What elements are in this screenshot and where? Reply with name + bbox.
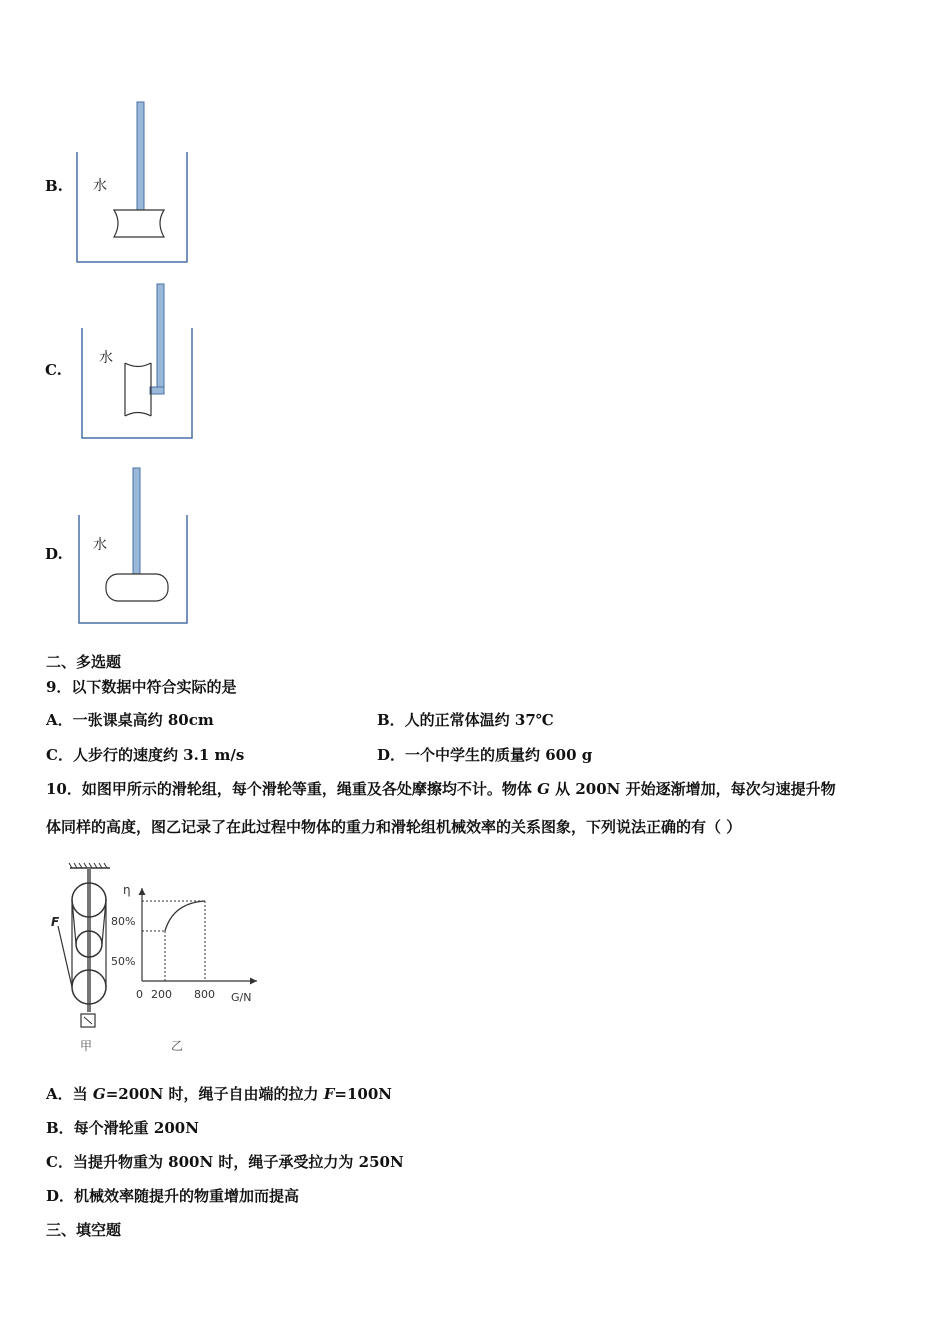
q10-option-b: B．每个滑轮重 200N (46, 1119, 199, 1137)
figure-b (70, 95, 200, 267)
water-label-c: 水 (99, 350, 113, 366)
free-rope (58, 926, 72, 987)
spool-b (114, 210, 164, 237)
figure-c (75, 280, 200, 445)
q9-option-c: C．人步行的速度约 3.1 m/s (46, 746, 245, 764)
option-c-label: C. (45, 361, 62, 379)
force-label-f: F (51, 915, 60, 929)
q10-option-a-mid: =200N 时，绳子自由端的拉力 (105, 1085, 324, 1103)
q9-stem: 9．以下数据中符合实际的是 (46, 678, 237, 696)
water-label-d: 水 (93, 537, 107, 553)
y-tick-80: 80% (111, 915, 136, 928)
spool-d (106, 574, 168, 601)
caption-jia: 甲 (80, 1039, 93, 1053)
container-c (82, 328, 192, 438)
rod-d (133, 468, 140, 576)
caption-yi: 乙 (171, 1039, 184, 1053)
x-tick-800: 800 (194, 988, 215, 1001)
option-d-label: D. (45, 545, 63, 563)
y-axis-label: η (123, 883, 131, 897)
efficiency-curve (165, 901, 205, 931)
section-fill-blank: 三、填空题 (46, 1221, 122, 1239)
q10-option-a (46, 1084, 392, 1104)
x-tick-200: 200 (151, 988, 172, 1001)
section-multi-choice: 二、多选题 (46, 653, 122, 671)
q10-option-a-var-f: F (323, 1085, 335, 1103)
rod-b (137, 102, 144, 212)
figure-yi-chart (105, 880, 265, 1055)
q10-option-a-var-g: G (92, 1085, 106, 1103)
water-label-b: 水 (93, 178, 107, 194)
q10-stem-line2: 体同样的高度，图乙记录了在此过程中物体的重力和滑轮组机械效率的关系图象，下列说法正确的有（ ） (46, 818, 742, 836)
q10-option-d: D．机械效率随提升的物重增加而提高 (46, 1187, 300, 1205)
q10-option-c: C．当提升物重为 800N 时，绳子承受拉力为 250N (46, 1153, 404, 1171)
q9-option-a: A．一张课桌高约 80cm (46, 711, 214, 729)
container-b (77, 152, 187, 262)
y-tick-50: 50% (111, 955, 136, 968)
q9-option-b: B．人的正常体温约 37℃ (377, 711, 554, 729)
q10-option-a-suffix: =100N (334, 1085, 392, 1103)
figure-d (72, 462, 197, 628)
q10-stem-part1: 10．如图甲所示的滑轮组，每个滑轮等重，绳重及各处摩擦均不计。物体 (46, 780, 538, 798)
q10-var-g: G (537, 780, 550, 798)
q9-option-d: D．一个中学生的质量约 600 g (377, 746, 593, 764)
rod-c (157, 284, 164, 392)
x-tick-0: 0 (136, 988, 143, 1001)
x-axis-label: G/N (231, 991, 252, 1004)
option-b-label: B. (45, 177, 63, 195)
q10-stem-line1 (46, 779, 836, 799)
q10-stem-part2: 从 200N 开始逐渐增加，每次匀速提升物 (549, 780, 836, 798)
rod-foot-c (150, 387, 164, 394)
q10-option-a-prefix: A．当 (46, 1085, 93, 1103)
spool-c (125, 363, 151, 416)
